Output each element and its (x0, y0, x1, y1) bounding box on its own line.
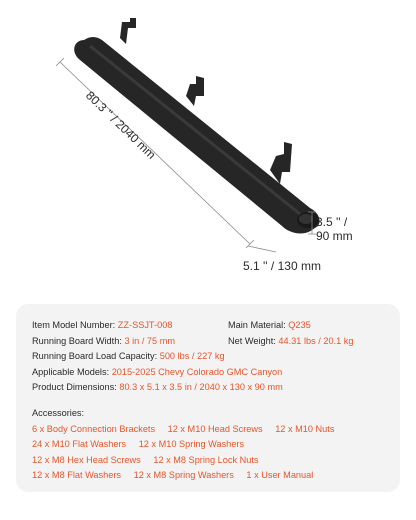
accessory-item: 12 x M10 Head Screws (167, 423, 263, 434)
accessory-item: 12 x M10 Spring Washers (138, 439, 245, 450)
accessory-item: 24 x M10 Flat Washers (32, 439, 127, 450)
spec-row (32, 334, 386, 350)
board-width-label: Running Board Width: (32, 335, 122, 346)
accessory-item: 12 x M10 Nuts (275, 423, 335, 434)
models-label: Applicable Models: (32, 366, 110, 377)
width-label: 5.1 '' / 130 mm (243, 259, 321, 273)
spec-panel (16, 304, 400, 492)
accessory-line (32, 453, 386, 469)
running-board-image (74, 18, 319, 233)
product-dims-value: 80.3 x 5.1 x 3.5 in / 2040 x 130 x 90 mm (119, 382, 283, 393)
board-width-value: 3 in / 75 mm (124, 335, 176, 346)
height-label-line1: 3.5 '' / (316, 215, 348, 229)
spec-row (32, 365, 386, 381)
height-label-line2: 90 mm (316, 229, 353, 243)
spec-row (32, 318, 386, 334)
load-capacity-value: 500 lbs / 227 kg (159, 351, 225, 362)
models-value: 2015-2025 Chevy Colorado GMC Canyon (111, 366, 283, 377)
spec-row (32, 380, 386, 396)
model-value: ZZ-SSJT-008 (117, 320, 173, 330)
material-label: Main Material: (228, 320, 286, 330)
material-value: Q235 (288, 320, 311, 330)
accessory-line (32, 422, 386, 438)
net-weight-value: 44.31 lbs / 20.1 kg (278, 335, 354, 346)
accessory-item: 12 x M8 Hex Head Screws (32, 454, 141, 465)
net-weight-label: Net Weight: (228, 335, 276, 346)
accessory-item: 1 x User Manual (246, 470, 314, 481)
length-label: 80.3 '' / 2040 mm (83, 88, 159, 162)
accessory-line (32, 437, 386, 453)
width-dimension-line (248, 246, 276, 252)
accessory-item: 12 x M8 Spring Lock Nuts (153, 454, 259, 465)
accessory-line (32, 468, 386, 484)
spec-row (32, 349, 386, 365)
accessories-title: Accessories: (32, 407, 85, 418)
accessory-item: 12 x M8 Flat Washers (32, 470, 122, 481)
product-dims-label: Product Dimensions: (32, 382, 117, 393)
accessory-item: 12 x M8 Spring Washers (133, 470, 234, 481)
model-label: Item Model Number: (32, 320, 116, 330)
accessory-item: 6 x Body Connection Brackets (32, 423, 156, 434)
load-capacity-label: Running Board Load Capacity: (32, 351, 158, 362)
